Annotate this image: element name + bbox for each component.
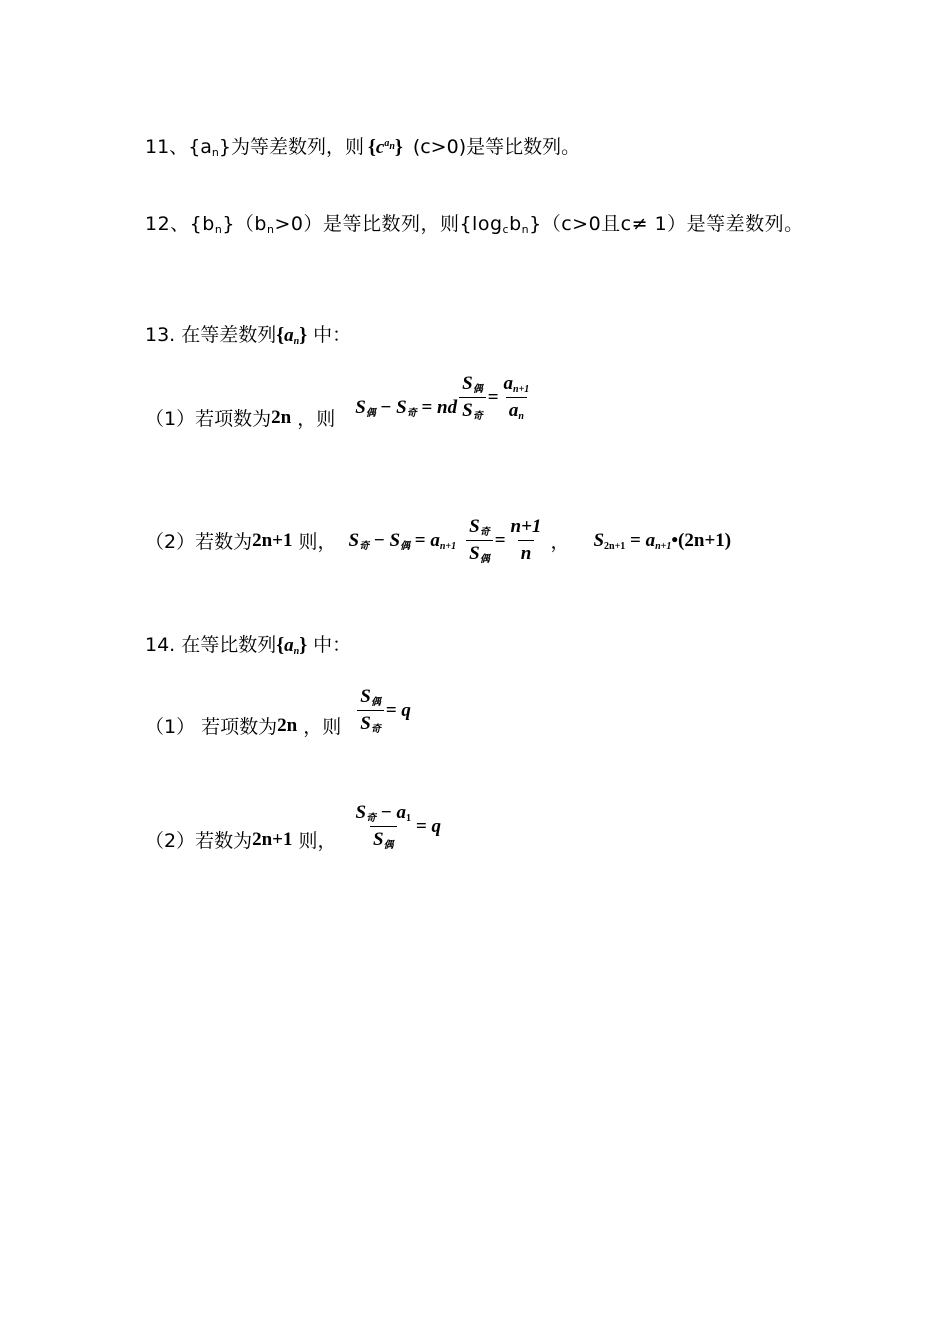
- formula-s-even-minus-s-odd: $S_偶 - S_奇$ = nd: [355, 396, 458, 419]
- formula-ratio-even-odd: $\frac{S_偶}{S_奇}$: [459, 373, 486, 422]
- formula-2n: 2n: [271, 406, 292, 428]
- item-11-label: 11、: [145, 136, 189, 158]
- formula-2n-plus-1: 2n+1: [252, 529, 293, 551]
- item-12: 12、$\{b_n\}(b_n>0)$是等比数列，则$\{\log_cb_n\}(c>0$且c≠ 1）是等差数列。: [145, 213, 804, 236]
- formula-s-odd-minus-s-even: $S_奇 - S_偶 = a_{n+1}$: [348, 529, 457, 552]
- formula-ratio-odd-even: $\frac{S_奇}{S_偶}$: [466, 516, 493, 565]
- item-14-case-1: （1） 若项数为2n ，则 $\frac{S_偶}{S_奇}$ = q: [145, 686, 411, 738]
- formula-ratio-n: $\frac{n+1}{n}$: [510, 516, 542, 564]
- formula-2n: 2n: [277, 714, 298, 736]
- formula-s-2n-plus-1: $S_{2n+1}$ = $a_{n+1}•(2n+1)$: [593, 529, 732, 552]
- formula-seq-an: $\{a_n\}$: [276, 324, 308, 347]
- formula-ratio-even-odd: $\frac{S_偶}{S_奇}$: [357, 686, 384, 735]
- item-14-intro: 14. 在等比数列$\{a_n\}$ 中：: [145, 634, 352, 657]
- formula-seq-an: $\{a_n\}$: [276, 634, 308, 657]
- formula-c-power-an: $\{c^{a_n}\}$: [368, 136, 403, 158]
- item-13-intro: 13. 在等差数列$\{a_n\}$ 中：: [145, 324, 352, 347]
- item-14-case-2: （2）若数为2n+1 则， $\frac{S_奇 - a_1}{S_偶}$ = q: [145, 802, 442, 852]
- item-13-case-1: （1）若项数为2n ，则$S_偶 - S_奇$ = nd $\frac{S_偶}{S_奇}$ = $\frac{a_{n+1}}{a_n}$: [145, 404, 534, 431]
- formula-2n-plus-1: 2n+1: [252, 828, 293, 850]
- formula-ratio-odd-minus-a1-over-even: $\frac{S_奇 - a_1}{S_偶}$: [355, 802, 411, 851]
- item-13-case-2: （2）若数为2n+1 则， $S_奇 - S_偶 = a_{n+1}$ $\frac{S_奇}{S_偶}$ = $\frac{n+1}{n}$ ， $S_{2n+1}$ = $a_{n+1}•(2n+1)$: [145, 516, 732, 565]
- formula-ratio-an: $\frac{a_{n+1}}{a_n}$: [503, 373, 530, 422]
- item-11: 11、$\{a_n\}$为等差数列，则 $\{c^{a_n}\}$ (c>0)是等比数列。: [145, 136, 581, 159]
